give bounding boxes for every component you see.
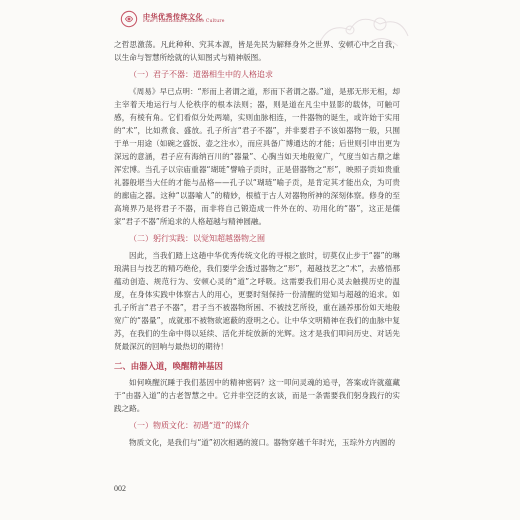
header-subtitle: Fine Traditional Chinese Culture (143, 19, 225, 25)
paragraph: 《周易》早已点明：“形而上者谓之道，形而下者谓之器。”道，是那无形无相，却主宰着天地运行与人伦秩序的根本法则；器，则是道在凡尘中显影的载体，可触可感，有棱有角。它们看似分处两端，实则血脉相连，一件器物的诞生，或许始于实用的“术”，比如煮食、盛放。孔子所言“君子不器”，并非要君子不该如器物一般，只囿于单一用途（如碗之盛饭、壶之注水），而应具备广博通达的才能；后世则引申出更为深远的意涵，君子应有海纳百川的“器量”、心胸当如天地般宽广，气度当如古鼎之雄浑宏博。当孔子以宗庙重器“瑚琏”譬喻子贡时，正是借器物之“形”，映照子贡如贵重礼器般堪当大任的才能与品格——孔子以“瑚琏”喻子贡，是肯定其才能出众，为可贵的廊庙之器。这种“以器喻人”的精妙，根植于古人对器物所神的深刻体察。修身的至高境界乃是将君子不器，而非将自己锻造成一件外在的、功用化的“器”，这正是儒家“君子不器”所追求的人格超越与精神圆融。 (114, 87, 400, 226)
subsection-heading: （二）躬行实践：以觉知超越器物之囿 (129, 234, 265, 243)
seal-logo-icon (120, 10, 138, 28)
header-title: 中华优秀传统文化 (143, 11, 203, 21)
page-number: 002 (114, 484, 126, 493)
section-heading: 二、由器入道，唤醒精神基因 (114, 361, 223, 371)
running-header (120, 4, 225, 34)
paragraph: 如何唤醒沉睡于我们基因中的精神密码？这一叩问灵魂的追寻，答案或许就蕴藏于“由器入道”的古老智慧之中。它并非空泛的玄谈，而是一条需要我们躬身践行的实践之路。 (114, 378, 400, 413)
paragraph: 物质文化，是我们与“道”初次相遇的渡口。器物穿越千年时光，玉琮外方内圆的 (129, 438, 396, 447)
subsection-heading: （一）君子不器：道器相生中的人格追求 (129, 70, 273, 79)
main-text (114, 38, 400, 449)
subsection-heading: （一）物质文化：初遇“道”的媒介 (129, 421, 250, 430)
paragraph: 因此，当我们踏上这趟中华优秀传统文化的寻根之旅时，切莫仅止步于“器”的琳琅满目与技艺的精巧绝伦，我们要学会透过器物之“形”，超越技艺之“术”，去感悟那蕴动创造、规范行为、安顿心灵的“道”之呼吸。这需要我们用心灵去触摸历史的温度，在身体实践中体察古人的用心，更要时刻保持一份清醒的觉知与超越的追求。如孔子所言“君子不器”，君子当不被器物所困、不被技艺所役，重在涵养那份如天地般宽广的“器量”，成就那不被物欲遮蔽的澄明之心。让中华文明精神在我们的血脉中复苏，在我们的生命中得以延续、活化并绽放新的光辉。这才是我们叩问历史、对话先贤最深沉的回响与最热切的期待！ (114, 251, 400, 351)
paragraph: 之哲思激荡。凡此种种、究其本源，皆是先民为解释身外之世界、安顿心中之自我，以生命与智慧所绘就的认知图式与精神版图。 (114, 40, 400, 62)
